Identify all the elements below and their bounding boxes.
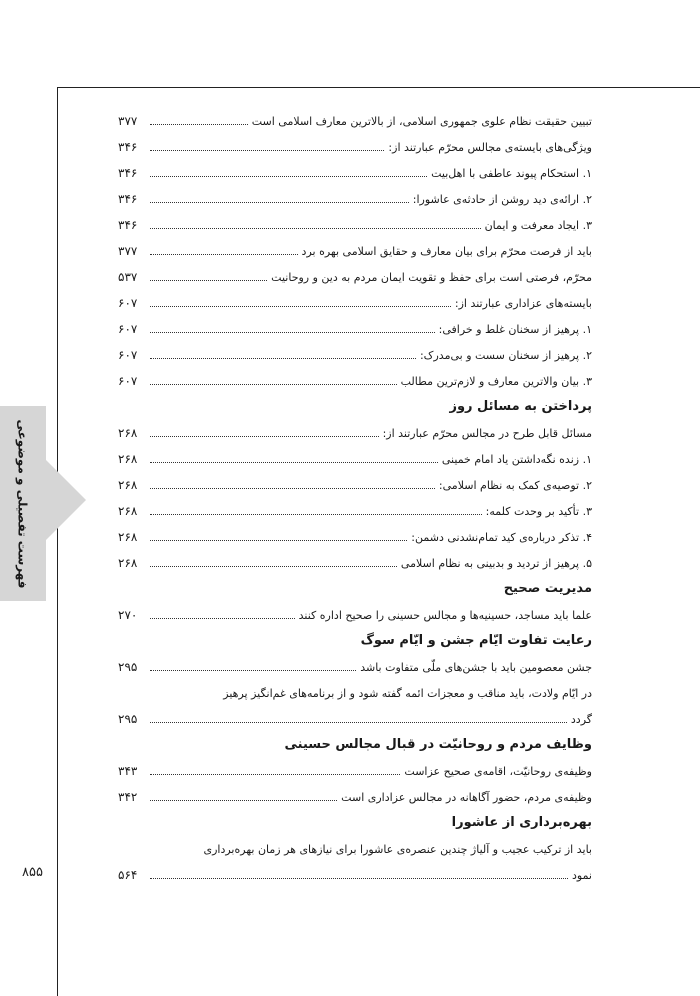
toc-entry[interactable] xyxy=(118,316,592,342)
toc-entry[interactable] xyxy=(118,836,592,862)
toc-entry[interactable] xyxy=(118,862,592,888)
toc-entry-label: تبیین حقیقت نظام علوی جمهوری اسلامی، از بالاترین معارف اسلامی است xyxy=(251,114,592,128)
toc-entry[interactable] xyxy=(118,498,592,524)
dot-leader xyxy=(150,774,400,775)
section-title: رعایت تفاوت ایّام جشن و ایّام سوگ xyxy=(360,633,592,648)
page-number: ۸۵۵ xyxy=(22,865,43,880)
toc-entry-label: بایسته‌های عزاداری عبارتند از: xyxy=(454,296,592,310)
toc-entry-page: ۲۶۸ xyxy=(118,530,138,544)
toc-entry-label: وظیفه‌ی روحانیّت، اقامه‌ی صحیح عزاست xyxy=(404,764,592,778)
dot-leader xyxy=(150,878,568,879)
toc-entry-label: علما باید مساجد، حسینیه‌ها و مجالس حسینی را صحیح اداره کنند xyxy=(298,608,592,622)
toc-entry-page: ۶۰۷ xyxy=(118,374,138,388)
page-frame-top xyxy=(57,87,700,88)
toc-entry-label: ویژگی‌های بایسته‌ی مجالس محرّم عبارتند از: xyxy=(388,140,592,154)
toc-entry-label: مسائل قابل طرح در مجالس محرّم عبارتند از: xyxy=(382,426,592,440)
dot-leader xyxy=(150,566,397,567)
toc-entry-label: گردد xyxy=(570,712,592,726)
dot-leader xyxy=(150,358,416,359)
toc-entry[interactable] xyxy=(118,108,592,134)
dot-leader xyxy=(150,800,337,801)
toc-entry[interactable] xyxy=(118,134,592,160)
dot-leader xyxy=(150,254,298,255)
toc-entry[interactable] xyxy=(118,160,592,186)
page-frame-left xyxy=(57,87,58,996)
toc-entry-label: ۱. زنده نگه‌داشتن یاد امام خمینی xyxy=(441,452,592,466)
toc-entry-page: ۲۶۸ xyxy=(118,452,138,466)
table-of-contents xyxy=(118,108,592,888)
dot-leader xyxy=(150,150,384,151)
toc-entry[interactable] xyxy=(118,238,592,264)
toc-entry[interactable] xyxy=(118,446,592,472)
toc-entry-page: ۳۴۶ xyxy=(118,166,138,180)
toc-entry-page: ۵۶۴ xyxy=(118,868,138,882)
toc-entry[interactable] xyxy=(118,784,592,810)
toc-entry-label: ۳. بیان والاترین معارف و لازم‌ترین مطالب xyxy=(400,374,592,388)
toc-entry[interactable] xyxy=(118,472,592,498)
toc-entry-page: ۲۶۸ xyxy=(118,504,138,518)
toc-entry-label: محرّم، فرصتی است برای حفظ و تقویت ایمان مردم به دین و روحانیت xyxy=(271,270,592,284)
dot-leader xyxy=(150,332,435,333)
toc-entry-label: جشن معصومین باید با جشن‌های ملّی متفاوت باشد xyxy=(360,660,592,674)
toc-entry[interactable] xyxy=(118,524,592,550)
side-tab-label: فهرست تفصیلی و موضوعی xyxy=(16,418,30,589)
toc-entry-page: ۲۶۸ xyxy=(118,426,138,440)
toc-entry-label: ۳. ایجاد معرفت و ایمان xyxy=(484,218,592,232)
toc-entry[interactable] xyxy=(118,758,592,784)
toc-entry[interactable] xyxy=(118,654,592,680)
toc-entry-label: باید از ترکیب عجیب و آلیاژ چندین عنصره‌ی عاشورا برای نیازهای هر زمان بهره‌برداری xyxy=(203,842,592,856)
toc-entry-page: ۳۴۲ xyxy=(118,790,138,804)
toc-entry-label: ۳. تأکید بر وحدت کلمه: xyxy=(485,504,592,518)
toc-entry[interactable] xyxy=(118,186,592,212)
toc-entry-label: ۱. استحکام پیوند عاطفی با اهل‌بیت xyxy=(431,166,592,180)
toc-entry-page: ۲۶۸ xyxy=(118,556,138,570)
toc-entry[interactable] xyxy=(118,602,592,628)
dot-leader xyxy=(150,722,567,723)
side-tab-arrow xyxy=(46,460,86,540)
dot-leader xyxy=(150,384,397,385)
toc-entry-page: ۲۶۸ xyxy=(118,478,138,492)
section-title: بهره‌برداری از عاشورا xyxy=(451,815,592,830)
toc-entry[interactable] xyxy=(118,706,592,732)
dot-leader xyxy=(150,670,356,671)
toc-entry-page: ۵۳۷ xyxy=(118,270,138,284)
toc-entry-label: نمود xyxy=(571,868,592,882)
dot-leader xyxy=(150,228,481,229)
toc-entry-page: ۲۷۰ xyxy=(118,608,138,622)
toc-entry-label: ۴. تذکر درباره‌ی کید تمام‌نشدنی دشمن: xyxy=(411,530,592,544)
dot-leader xyxy=(150,176,427,177)
dot-leader xyxy=(150,202,409,203)
toc-entry[interactable] xyxy=(118,290,592,316)
toc-entry[interactable] xyxy=(118,342,592,368)
toc-entry[interactable] xyxy=(118,212,592,238)
toc-entry-page: ۳۴۶ xyxy=(118,140,138,154)
dot-leader xyxy=(150,124,248,125)
toc-entry-label: ۲. ارائه‌ی دید روشن از حادثه‌ی عاشورا: xyxy=(412,192,592,206)
dot-leader xyxy=(150,618,295,619)
toc-entry-label: ۱. پرهیز از سخنان غلط و خرافی: xyxy=(438,322,592,336)
dot-leader xyxy=(150,540,407,541)
dot-leader xyxy=(150,462,438,463)
toc-entry-page: ۳۷۷ xyxy=(118,244,138,258)
dot-leader xyxy=(150,306,451,307)
toc-entry-page: ۳۷۷ xyxy=(118,114,138,128)
toc-entry[interactable] xyxy=(118,420,592,446)
toc-entry-page: ۳۴۳ xyxy=(118,764,138,778)
dot-leader xyxy=(150,280,267,281)
toc-entry[interactable] xyxy=(118,680,592,706)
dot-leader xyxy=(150,488,435,489)
toc-entry-page: ۶۰۷ xyxy=(118,348,138,362)
toc-entry-label: ۵. پرهیز از تردید و بدبینی به نظام اسلامی xyxy=(400,556,592,570)
dot-leader xyxy=(150,436,379,437)
toc-entry-label: وظیفه‌ی مردم، حضور آگاهانه در مجالس عزاداری است xyxy=(341,790,592,804)
section-title: مدیریت صحیح xyxy=(503,581,592,596)
side-tab xyxy=(0,406,46,601)
toc-entry-page: ۶۰۷ xyxy=(118,296,138,310)
toc-entry-page: ۶۰۷ xyxy=(118,322,138,336)
dot-leader xyxy=(150,514,482,515)
section-title: وظایف مردم و روحانیّت در قبال مجالس حسینی xyxy=(284,737,592,752)
toc-entry-label: ۲. پرهیز از سخنان سست و بی‌مدرک: xyxy=(419,348,592,362)
section-title: پرداختن به مسائل روز xyxy=(449,399,592,414)
toc-entry-page: ۲۹۵ xyxy=(118,712,138,726)
toc-entry[interactable] xyxy=(118,264,592,290)
toc-entry-page: ۳۴۶ xyxy=(118,192,138,206)
toc-entry-label: در ایّام ولادت، باید مناقب و معجزات ائمه گفته شود و از برنامه‌های غم‌انگیز پرهیز xyxy=(223,686,592,700)
toc-entry[interactable] xyxy=(118,550,592,576)
toc-entry-page: ۲۹۵ xyxy=(118,660,138,674)
toc-entry-label: باید از فرصت محرّم برای بیان معارف و حقایق اسلامی بهره برد xyxy=(301,244,592,258)
toc-entry-label: ۲. توصیه‌ی کمک به نظام اسلامی: xyxy=(438,478,592,492)
toc-entry-page: ۳۴۶ xyxy=(118,218,138,232)
toc-entry[interactable] xyxy=(118,368,592,394)
